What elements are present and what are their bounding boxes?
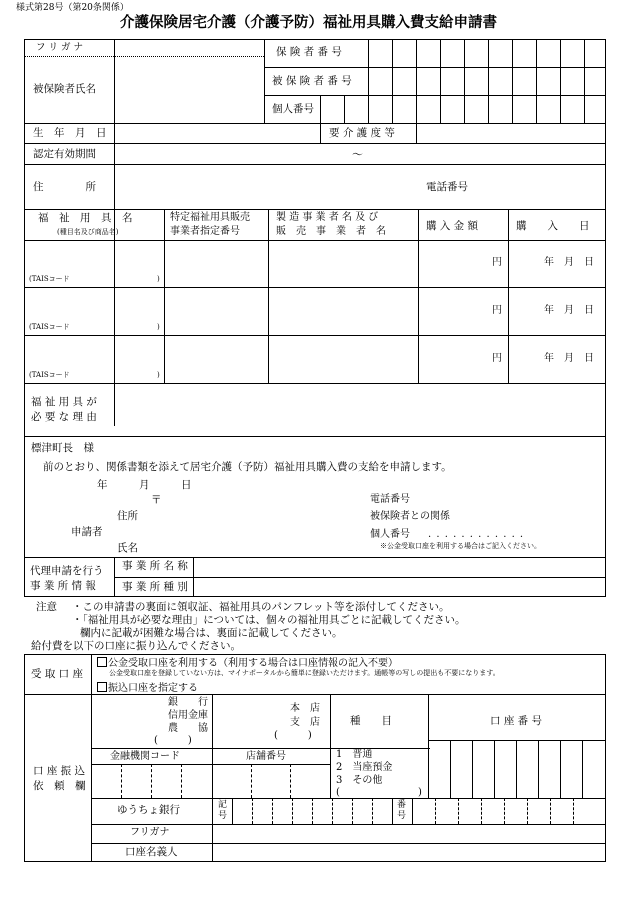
option-public-account-label: 公金受取口座を利用する（利用する場合は口座情報の記入不要）	[108, 658, 398, 669]
purchase-date-placeholder: 年 月 日	[544, 353, 594, 364]
yen-unit: 円	[492, 353, 502, 364]
other-paren-right: )	[418, 787, 422, 798]
bank-name-paren: ( )	[154, 735, 192, 746]
applicant-name-label: 氏名	[117, 542, 138, 554]
bank-code-label: 金融機関コード	[110, 751, 180, 762]
note-line-2: ・「福祉用具が必要な理由」については、個々の福祉用具ごとに記載してください。	[72, 614, 466, 626]
col-item-name: 福 祉 用 具 名	[38, 212, 133, 224]
account-number-label: 口 座 番 号	[490, 715, 543, 727]
care-level-label: 要 介 護 度 等	[329, 127, 395, 139]
holder-furigana-label: フリガナ	[130, 827, 170, 838]
bank-type-credit: 信用金庫	[168, 710, 208, 721]
bank-type-bank: 銀 行	[168, 697, 208, 708]
col-maker-1: 製 造 事 業 者 名 及 び	[276, 212, 379, 223]
col-seller-number-1: 特定福祉用具販売	[170, 212, 250, 223]
yen-unit: 円	[492, 305, 502, 316]
office-name-label: 事 業 所 名 称	[122, 560, 188, 572]
tais-code-close: )	[157, 323, 160, 331]
note-line-3: 欄内に記載が困難な場合は、裏面に記載してください。	[80, 627, 343, 639]
account-type-current: 2 当座預金	[336, 762, 393, 773]
insured-number-label: 被 保 険 者 番 号	[272, 75, 352, 87]
other-paren-left: (	[336, 787, 340, 798]
tais-code-close: )	[157, 275, 160, 283]
application-statement: 前のとおり、関係書類を添えて居宅介護（予防）福祉用具購入費の支給を申請します。	[43, 461, 452, 473]
option-transfer-account-label: 振込口座を指定する	[108, 683, 198, 694]
furigana-label: フ リ ガ ナ	[36, 42, 84, 53]
col-amount: 購 入 金 額	[426, 220, 479, 232]
account-type-label: 種 目	[350, 715, 392, 727]
reason-label-1: 福 祉 用 具 が	[31, 396, 97, 408]
note-line-4: 給付費を以下の口座に振り込んでください。	[31, 640, 241, 652]
bank-section-label-2: 依 頼 欄	[33, 780, 86, 792]
postal-mark: 〒	[151, 494, 162, 506]
number-label-1: 番	[397, 800, 407, 810]
bank-section-label-1: 口 座 振 込	[33, 765, 86, 777]
purchase-date-placeholder: 年 月 日	[544, 257, 594, 268]
symbol-label-1: 記	[218, 800, 228, 810]
col-date: 購 入 日	[516, 220, 590, 232]
applicant-label: 申請者	[71, 526, 103, 538]
bank-type-agri: 農 協	[168, 723, 208, 734]
tais-code-label: (TAISコード	[29, 275, 70, 283]
receipt-account-label: 受 取 口 座	[31, 668, 84, 680]
insured-name-label: 被保険者氏名	[33, 83, 96, 95]
number-label-2: 号	[397, 811, 407, 821]
agent-label-1: 代理申請を行う	[30, 565, 104, 577]
applicant-address-label: 住所	[117, 510, 138, 522]
public-account-info: 公金受取口座を登録していない方は、マイナポータルから簡単に登録いただけます。通帳等の写しの提出も不要になります。	[109, 669, 500, 677]
col-seller-number-2: 事業者指定番号	[170, 226, 240, 237]
notes-head: 注意	[36, 601, 57, 613]
relation-label: 被保険者との関係	[370, 511, 450, 522]
personal-number-dots: . . . . . . . . . . . .	[428, 529, 525, 540]
purchase-date-placeholder: 年 月 日	[544, 305, 594, 316]
application-date: 年 月 日	[97, 479, 192, 491]
addressee: 標津町長 様	[31, 442, 94, 454]
note-line-1: ・この申請書の裏面に領収証、福祉用具のパンフレット等を添付してください。	[72, 601, 450, 613]
tais-code-label: (TAISコード	[29, 323, 70, 331]
address-label: 住 所	[33, 181, 96, 193]
account-type-ordinary: 1 普通	[336, 749, 373, 760]
checkbox[interactable]	[97, 657, 107, 667]
branch-head-office: 本 店	[290, 703, 320, 714]
col-maker-2: 販 売 事 業 者 名	[276, 226, 386, 237]
branch-branch: 支 店	[290, 717, 320, 728]
birth-date-label: 生 年 月 日	[33, 127, 107, 139]
personal-number-label: 個人番号	[272, 103, 314, 115]
account-holder-label: 口座名義人	[125, 846, 178, 858]
form-number: 様式第28号（第20条関係）	[16, 3, 129, 13]
page-title: 介護保険居宅介護（介護予防）福祉用具購入費支給申請書	[120, 14, 497, 31]
applicant-personal-number-label: 個人番号	[370, 529, 410, 540]
account-type-other: 3 その他	[336, 775, 383, 786]
checkbox[interactable]	[97, 682, 107, 692]
symbol-label-2: 号	[218, 811, 228, 821]
phone-label: 電話番号	[426, 181, 468, 193]
tais-code-close: )	[157, 371, 160, 379]
tais-code-label: (TAISコード	[29, 371, 70, 379]
valid-period-label: 認定有効期間	[33, 148, 96, 160]
public-account-note: ※公金受取口座を利用する場合はご記入ください。	[380, 542, 541, 550]
branch-name-paren: ( )	[274, 730, 312, 741]
yen-unit: 円	[492, 257, 502, 268]
yucho-bank-label: ゆうちょ銀行	[117, 804, 180, 816]
insurer-number-label: 保 険 者 番 号	[276, 46, 342, 58]
valid-period-separator: ～	[352, 148, 363, 161]
applicant-phone-label: 電話番号	[370, 494, 410, 505]
col-item-name-sub: (種目名及び商品名)	[57, 228, 119, 236]
office-type-label: 事 業 所 種 別	[122, 581, 188, 593]
option-transfer-account[interactable]	[97, 682, 198, 694]
agent-label-2: 事 業 所 情 報	[30, 580, 96, 592]
reason-label-2: 必 要 な 理 由	[31, 411, 97, 423]
branch-number-label: 店舗番号	[246, 751, 286, 762]
option-public-account[interactable]	[97, 657, 398, 669]
